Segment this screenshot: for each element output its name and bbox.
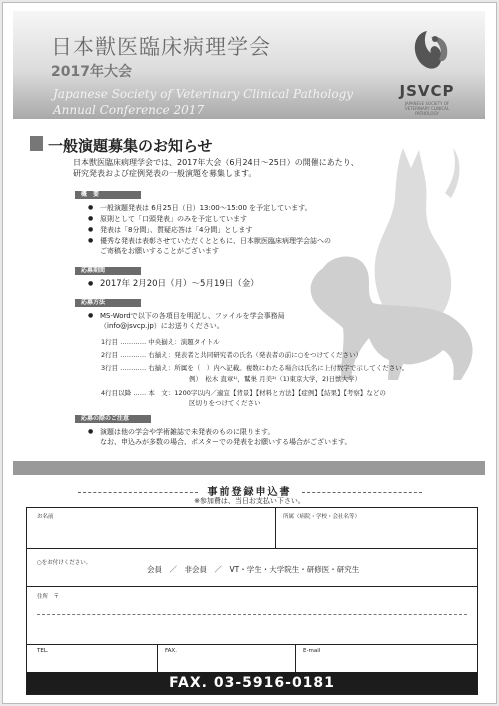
tel-field[interactable] — [37, 654, 152, 670]
fax-field[interactable] — [165, 654, 290, 670]
outline-item: ● 一般演題発表は 6月25日（日）13:00～15:00 を予定しています。 — [100, 203, 312, 213]
format-row-example: 例） 松木 直章¹⁾，鷲巣 月美²⁾（1)東京大学，2)日獣大学） — [189, 375, 362, 383]
logo-text: JSVCP — [399, 82, 455, 100]
name-field[interactable] — [79, 516, 259, 544]
header-banner — [13, 11, 485, 119]
notes-label: 応募の際のご注意 — [75, 415, 151, 423]
outline-item: ● 優秀な発表は表彰させていただくとともに、日本獣医臨床病理学会誌への — [100, 236, 331, 246]
cat-dog-logo-icon — [397, 27, 457, 83]
conference-year: 2017年大会 — [51, 64, 132, 80]
fax-number-bar: FAX. 03-5916-0181 — [27, 672, 477, 694]
format-row-cont: 区切りをつけてください — [189, 399, 261, 407]
notes-line-2: なお、申込みが多数の場合、ポスターでの発表をお願いする場合がございます。 — [100, 438, 352, 446]
address-label: 住所 〒 — [37, 594, 60, 600]
format-row: 2行目 ………… 右揃え：発表者と共同研究者の氏名（発表者の前に○をつけてください） — [101, 351, 362, 359]
form-note: ※参加費は、当日お支払い下さい。 — [194, 497, 305, 505]
jsvcp-logo — [397, 27, 457, 116]
method-line-2: （info@jsvcp.jp）にお送りください。 — [100, 322, 224, 330]
notes-line-1: ● 演題は他の学会や学術雑誌で未発表のものに限ります。 — [100, 427, 274, 437]
intro-line-2: 研究発表および症例発表の一般演題を募集します。 — [73, 169, 257, 178]
format-row: 4行目以降 …… 本 文：1200字以内／適宜【背景】【材料と方法】【症例】【結果】【考察】などの — [101, 389, 386, 397]
member-type-options[interactable]: 会員 ／ 非会員 ／ VT・学生・大学院生・研修医・研究生 — [147, 565, 360, 574]
notice-intro — [73, 157, 373, 179]
name-label: お名前 — [37, 514, 54, 520]
english-title-line1: Japanese Society of Veterinary Clinical Pathology — [53, 87, 354, 101]
flyer-page — [2, 2, 497, 704]
outline-item: ご寄稿をお願いすることがございます — [100, 247, 219, 255]
address-field[interactable] — [67, 590, 467, 638]
outline-item: ● 発表は「8分間」、質疑応答は「4分間」とします — [100, 225, 252, 235]
intro-line-1: 日本獣医臨床病理学会では、2017年大会（6月24日～25日）の開催にあたり、 — [73, 158, 359, 167]
dog-silhouette-icon — [303, 248, 488, 383]
fax-label: FAX. — [165, 648, 177, 654]
separator-band — [13, 461, 485, 475]
period-text: ● 2017年 2月20日（月）～5月19日（金） — [100, 279, 259, 289]
method-line-1: ● MS-Wordで以下の各項目を明記し、ファイルを学会事務局 — [100, 311, 285, 321]
affiliation-label: 所属（病院・学校・会社名等） — [283, 514, 361, 520]
email-field[interactable] — [303, 654, 468, 670]
period-label: 応募期間 — [75, 267, 141, 275]
notice-title: 一般演題募集のお知らせ — [48, 137, 213, 155]
member-type-row — [27, 548, 477, 587]
society-title: 日本獣医臨床病理学会 — [51, 35, 271, 59]
outline-item: ● 原則として「口頭発表」のみを予定しています — [100, 214, 247, 224]
logo-subtext: JAPANESE SOCIETY OF VETERINARY CLINICAL PATHOLOGY — [404, 101, 450, 116]
name-row — [27, 508, 477, 549]
registration-form — [26, 507, 478, 695]
circle-note: ○をお付けください。 — [37, 560, 92, 566]
english-title-line2: Annual Conference 2017 — [53, 103, 205, 117]
address-row — [27, 586, 477, 645]
affiliation-field[interactable] — [283, 520, 468, 544]
email-label: E-mail — [303, 648, 321, 654]
tel-label: TEL. — [37, 648, 49, 654]
format-row: 3行目 ………… 右揃え：所属を（ ）内へ記載。複数にわたる場合は氏名に上付数字で示してください。 — [101, 364, 409, 372]
format-row: 1行目 ………… 中央揃え：演題タイトル — [101, 338, 220, 346]
method-label: 応募方法 — [75, 299, 141, 307]
contact-row — [27, 644, 477, 672]
form-title: 事前登録申込書 — [3, 483, 496, 498]
outline-label: 概 要 — [75, 191, 141, 199]
